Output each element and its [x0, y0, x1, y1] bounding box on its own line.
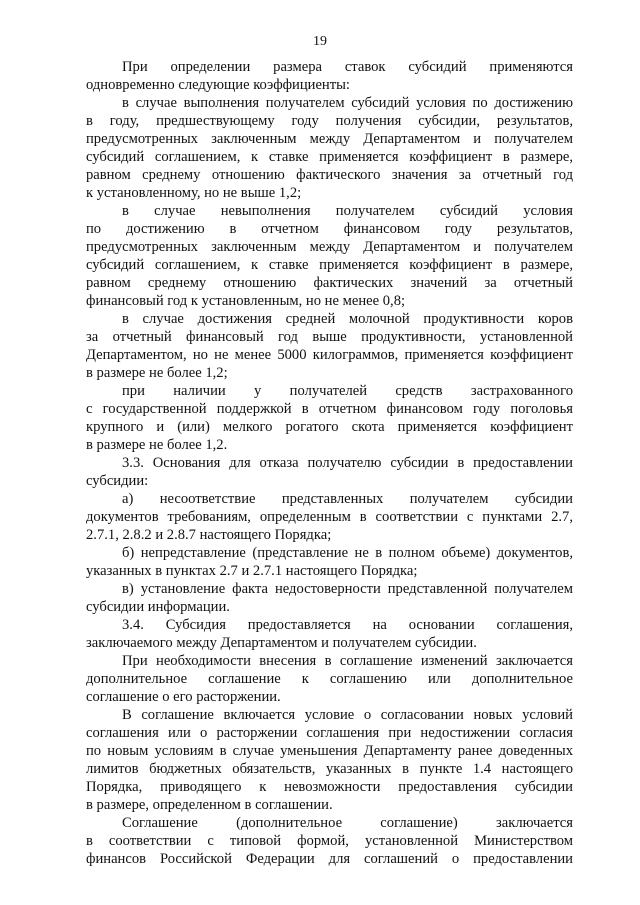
text-line: финансов Российской Федерации для соглашений о предоставлении — [86, 851, 573, 867]
text-line: предусмотренных заключенным между Департаментом и получателем — [86, 239, 573, 255]
paragraph — [86, 202, 573, 310]
text-line: 2.7.1, 2.8.2 и 2.8.7 настоящего Порядка; — [86, 527, 332, 543]
text-line: Департаментом, но не менее 5000 килограммов, применяется коэффициент — [86, 347, 573, 363]
text-line: б) непредставление (представление не в полном объеме) документов, — [122, 545, 573, 561]
text-line: соглашения или о расторжении соглашения при недостижении согласия — [86, 725, 573, 741]
paragraph — [86, 706, 573, 814]
paragraph — [86, 544, 573, 580]
text-line: при наличии у получателей средств застрахованного — [122, 383, 573, 399]
paragraph — [86, 310, 573, 382]
text-line: При необходимости внесения в соглашение изменений заключается — [122, 653, 573, 669]
text-line: в размере не более 1,2. — [86, 437, 228, 453]
text-line: Соглашение (дополнительное соглашение) заключается — [122, 815, 573, 831]
paragraph — [86, 814, 573, 868]
text-line: субсидий соглашением, к ставке применяется коэффициент в размере, — [86, 149, 573, 165]
text-line: в соответствии с типовой формой, установленной Министерством — [86, 833, 573, 849]
text-line: заключаемого между Департаментом и получателем субсидии. — [86, 635, 477, 651]
text-line: дополнительное соглашение к соглашению или дополнительное — [86, 671, 573, 687]
text-line: При определении размера ставок субсидий применяются — [122, 59, 573, 75]
text-line: субсидии информации. — [86, 599, 230, 615]
text-line: равном среднему отношению фактического значения за отчетный год — [86, 167, 573, 183]
text-line: в случае достижения средней молочной продуктивности коров — [122, 311, 573, 327]
text-line: 3.4. Субсидия предоставляется на основании соглашения, — [122, 617, 573, 633]
text-line: документов требованиям, определенным в соответствии с пунктами 2.7, — [86, 509, 573, 525]
text-line: предусмотренных заключенным между Департаментом и получателем — [86, 131, 573, 147]
text-line: лимитов бюджетных обязательств, указанных в пункте 1.4 настоящего — [86, 761, 573, 777]
paragraph — [86, 454, 573, 490]
text-line: в) установление факта недостоверности представленной получателем — [122, 581, 573, 597]
text-line: в размере, определенном в соглашении. — [86, 797, 333, 813]
text-line: одновременно следующие коэффициенты: — [86, 77, 350, 93]
text-line: в размере не более 1,2; — [86, 365, 228, 381]
document-body — [86, 58, 573, 868]
paragraph — [86, 652, 573, 706]
text-line: в году, предшествующему году получения субсидии, результатов, — [86, 113, 573, 129]
text-line: Порядка, приводящего к невозможности предоставления субсидии — [86, 779, 573, 795]
text-line: соглашение о его расторжении. — [86, 689, 281, 705]
text-line: крупного и (или) мелкого рогатого скота применяется коэффициент — [86, 419, 573, 435]
text-line: в случае невыполнения получателем субсидий условия — [122, 203, 573, 219]
text-line: субсидий соглашением, к ставке применяется коэффициент в размере, — [86, 257, 573, 273]
text-line: по достижению в отчетном финансовом году результатов, — [86, 221, 573, 237]
text-line: к установленному, но не выше 1,2; — [86, 185, 302, 201]
paragraph — [86, 94, 573, 202]
text-line: равном среднему отношению фактических значений за отчетный — [86, 275, 573, 291]
paragraph — [86, 616, 573, 652]
text-line: указанных в пунктах 2.7 и 2.7.1 настоящего Порядка; — [86, 563, 418, 579]
paragraph — [86, 580, 573, 616]
text-line: по новым условиям в случае уменьшения Департаменту ранее доведенных — [86, 743, 573, 759]
text-line: за отчетный финансовый год выше продуктивности, установленной — [86, 329, 573, 345]
text-line: 3.3. Основания для отказа получателю субсидии в предоставлении — [122, 455, 573, 471]
text-line: а) несоответствие представленных получателем субсидии — [122, 491, 573, 507]
paragraph — [86, 490, 573, 544]
text-line: субсидии: — [86, 473, 149, 489]
text-line: финансовый год к установленным, но не менее 0,8; — [86, 293, 406, 309]
paragraph — [86, 58, 573, 94]
text-line: в случае выполнения получателем субсидий условия по достижению — [122, 95, 573, 111]
page-number: 19 — [313, 34, 327, 49]
text-line: В соглашение включается условие о согласовании новых условий — [122, 707, 573, 723]
text-line: с государственной поддержкой в отчетном финансовом году поголовья — [86, 401, 573, 417]
paragraph — [86, 382, 573, 454]
